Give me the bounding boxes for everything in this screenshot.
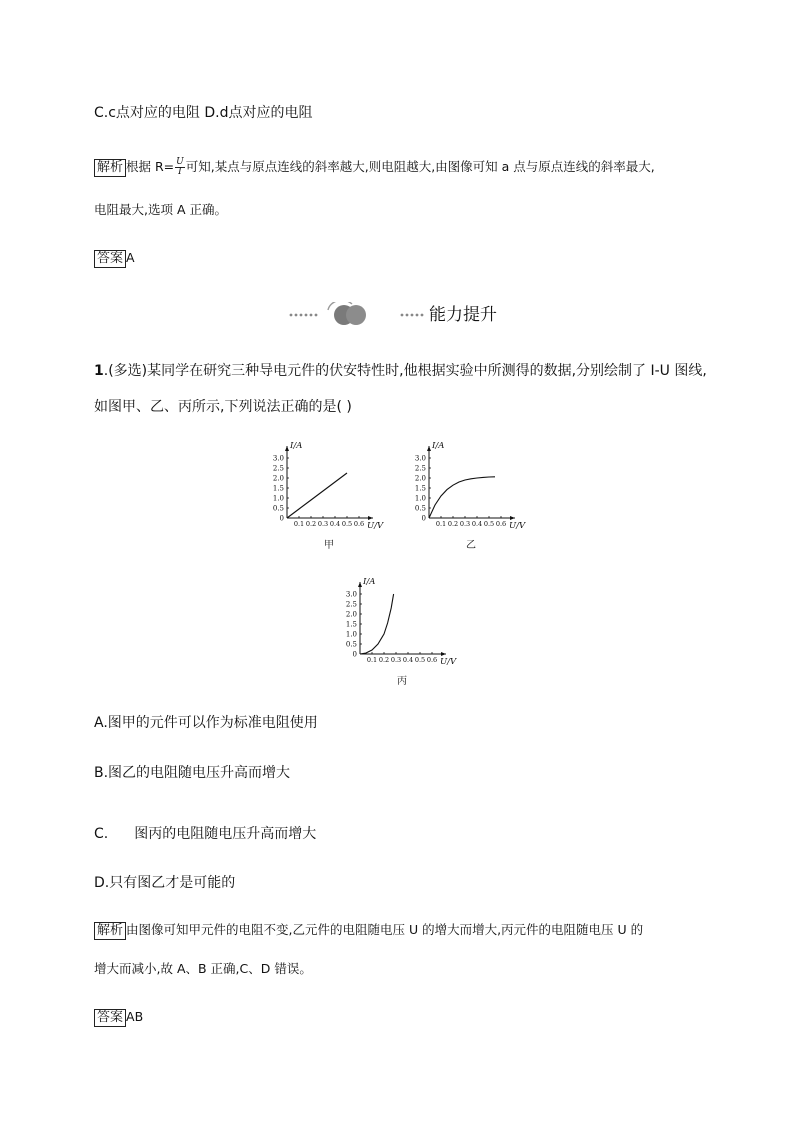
y-tick-label: 3.0 [345,590,357,599]
fraction-numerator: U [176,157,184,167]
y-tick-label: 1.5 [345,620,357,629]
x-tick-label: 0.5 [414,656,426,664]
analysis-block-2 [94,922,643,940]
x-axis-arrow [368,516,373,520]
y-tick-label: 0.5 [414,504,426,513]
y-tick-label: 1.0 [414,494,426,503]
x-tick-label: 0.1 [435,520,447,528]
analysis-text-post: 可知,某点与原点连线的斜率越大,则电阻越大,由图像可知 a 点与原点连线的斜率最大, [185,159,655,174]
chart-caption: 乙 [466,540,476,551]
y-tick-label: 1.0 [345,630,357,639]
analysis-tag: 解析 [94,159,126,177]
y-tick-label: 2.0 [345,610,357,619]
x-tick-label: 0.1 [366,656,378,664]
y-tick-label: 2.0 [414,474,426,483]
question-number: 1 [94,363,104,379]
question-1-line-2: 如图甲、乙、丙所示,下列说法正确的是( ) [94,399,352,415]
y-tick-label: 0 [421,514,426,523]
chart-yi [407,440,537,552]
y-tick-label: 0.5 [345,640,357,649]
x-tick-label: 0.6 [495,520,507,528]
answer-tag: 答案 [94,250,126,268]
y-tick-label: 2.0 [272,474,284,483]
option-d: D.只有图乙才是可能的 [94,875,236,891]
y-tick-label: 2.5 [345,600,357,609]
section-title: 能力提升 [429,305,497,325]
chart-caption: 丙 [397,676,407,687]
analysis-line-2: 电阻最大,选项 A 正确。 [94,202,227,217]
x-tick-label: 0.6 [353,520,365,528]
x-axis-label: U/V [440,657,457,667]
x-tick-label: 0.2 [305,520,317,528]
x-tick-label: 0.6 [426,656,438,664]
option-a: A.图甲的元件可以作为标准电阻使用 [94,715,318,731]
y-tick-label: 2.5 [414,464,426,473]
analysis-block-1 [94,158,655,177]
y-tick-label: 1.0 [272,494,284,503]
x-tick-label: 0.5 [483,520,495,528]
question-1-line-1 [94,362,707,380]
y-tick-label: 2.5 [272,464,284,473]
x-tick-label: 0.4 [471,520,483,528]
analysis-2-text: 由图像可知甲元件的电阻不变,乙元件的电阻随电压 U 的增大而增大,丙元件的电阻随电压 U 的 [126,922,644,937]
chart-jia [265,440,395,552]
x-tick-label: 0.5 [341,520,353,528]
x-axis-arrow [441,652,446,656]
analysis-tag: 解析 [94,922,126,940]
y-axis-arrow [358,582,362,587]
chart-bing [338,576,468,688]
y-axis-arrow [285,446,289,451]
answer-value: A [126,250,135,265]
y-tick-label: 1.5 [414,484,426,493]
y-tick-label: 1.5 [272,484,284,493]
answer-tag: 答案 [94,1009,126,1027]
question-text-1: .(多选)某同学在研究三种导电元件的伏安特性时,他根据实验中所测得的数据,分别绘制了 I-U 图线, [103,363,707,379]
question-options-cd: C.c点对应的电阻 D.d点对应的电阻 [94,105,313,121]
y-tick-label: 0.5 [272,504,284,513]
option-b: B.图乙的电阻随电压升高而增大 [94,765,291,781]
y-axis-label: I/A [363,577,376,587]
y-tick-label: 3.0 [414,454,426,463]
y-tick-label: 0 [279,514,284,523]
x-tick-label: 0.4 [402,656,414,664]
option-c-text: 图丙的电阻随电压升高而增大 [134,826,317,842]
chart-caption: 甲 [324,540,334,551]
data-line [429,477,495,518]
section-decoration-icon [288,302,428,328]
x-tick-label: 0.1 [293,520,305,528]
x-tick-label: 0.3 [317,520,329,528]
y-tick-label: 0 [352,650,357,659]
answer-block-1 [94,250,135,268]
fraction-denominator: I [178,167,182,177]
y-axis-label: I/A [432,441,445,451]
option-c-label: C. [94,826,109,842]
option-c [94,825,316,843]
section-header [288,302,518,328]
x-tick-label: 0.3 [390,656,402,664]
x-axis-label: U/V [367,521,384,531]
answer-block-2 [94,1009,143,1027]
y-tick-label: 3.0 [272,454,284,463]
x-tick-label: 0.3 [459,520,471,528]
x-tick-label: 0.2 [447,520,459,528]
y-axis-arrow [427,446,431,451]
x-axis-label: U/V [509,521,526,531]
answer-value: AB [126,1009,144,1024]
data-line [287,473,347,518]
x-tick-label: 0.4 [329,520,341,528]
data-line [360,594,394,654]
analysis-2-line-2: 增大而减小,故 A、B 正确,C、D 错误。 [94,961,312,976]
x-axis-arrow [510,516,515,520]
x-tick-label: 0.2 [378,656,390,664]
y-axis-label: I/A [290,441,303,451]
analysis-text-pre: 根据 R= [126,159,175,174]
fraction-u-over-i [175,158,185,177]
